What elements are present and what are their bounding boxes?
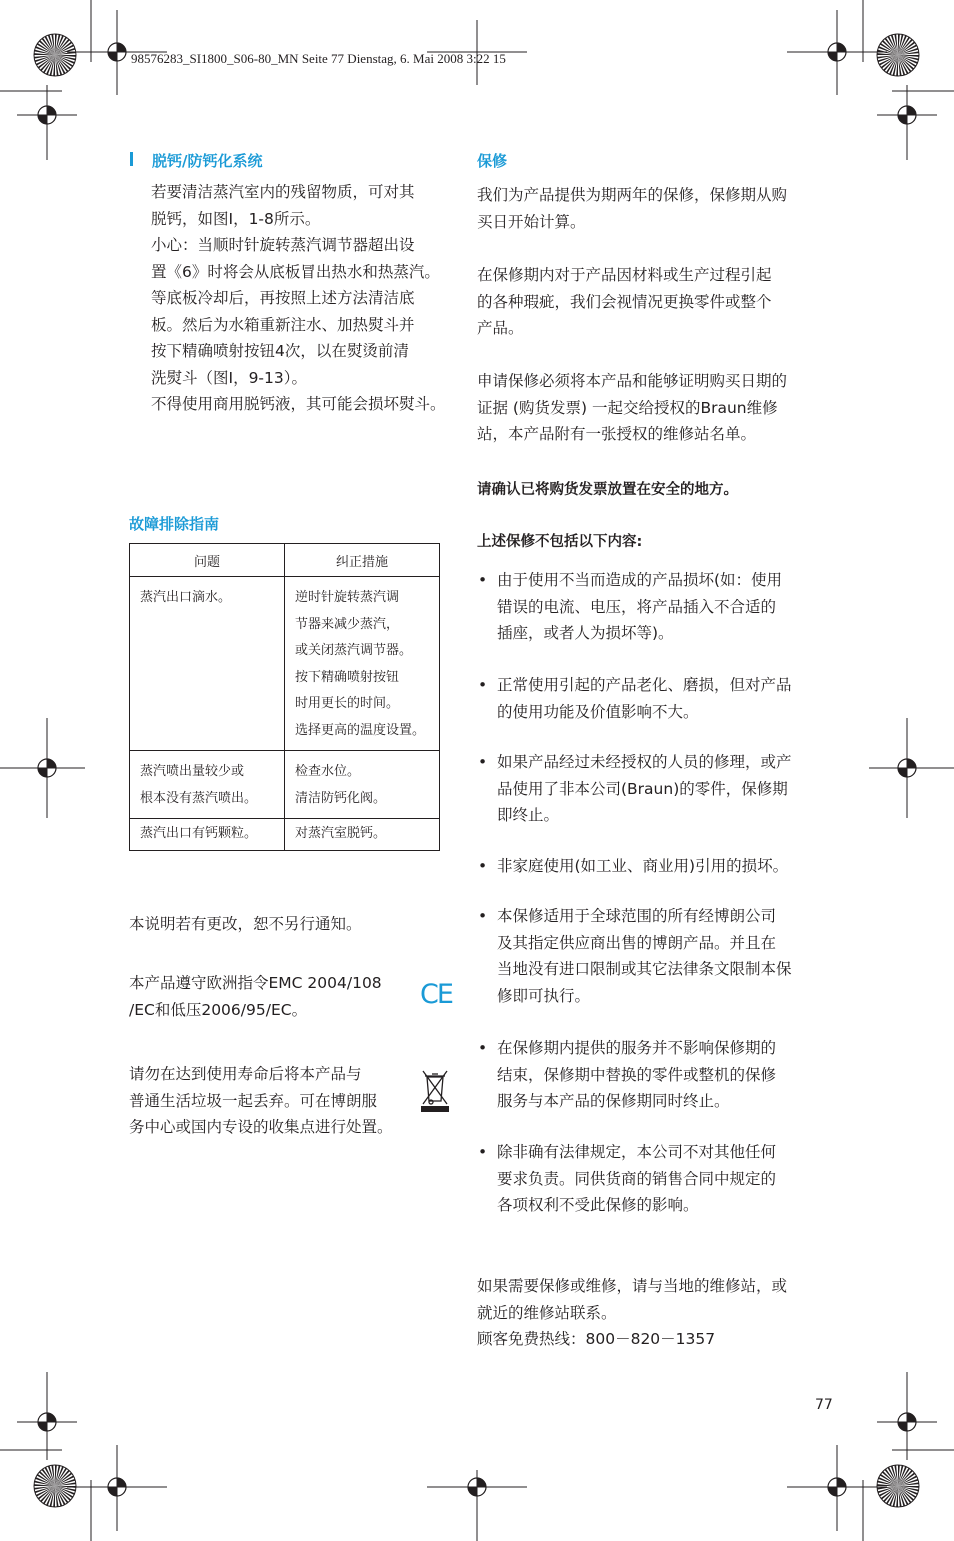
disposal-text [129,1061,393,1141]
column-header-remedy: 纠正措施 [285,544,440,577]
bullet-icon: • [478,1143,488,1161]
text-line: 由于使用不当而造成的产品损坏(如：使用 [497,571,783,589]
descaling-line: 按下精确喷射按钮4次，以在熨烫前清 [151,342,409,360]
text-line: 买日开始计算。 [477,212,586,231]
descaling-line: 若要清洁蒸汽室内的残留物质，可对其 [151,183,415,201]
text-line: 品使用了非本公司(Braun)的零件，保修期 [497,779,788,798]
cell-line: 节器来减少蒸汽， [295,616,400,632]
text-line: 服务与本产品的保修期同时终止。 [497,1092,730,1110]
exclusions-title: 上述保修不包括以下内容: [477,534,643,550]
text-line: 产品。 [477,319,524,337]
text-line: 除非确有法律规定，本公司不对其他任何 [497,1143,777,1161]
text-line: 插座，或者人为损坏等)。 [497,624,674,642]
descaling-line: 脱钙，如图I，1-8所示。 [151,209,321,228]
descaling-title: 脱钙/防钙化系统 [152,152,263,170]
text-line: 修即可执行。 [497,986,591,1005]
cell-line: 清洁防钙化阀。 [295,790,387,806]
text-line: 及其指定供应商出售的博朗产品。并且在 [497,933,777,952]
descaling-line: 小心：当顺时针旋转蒸汽调节器超出设 [151,236,415,254]
change-notice: 本说明若有更改，恕不另行通知。 [129,915,362,933]
contact-info [477,1273,787,1353]
text-line: 证据 (购货发票) 一起交给授权的Braun维修 [477,398,778,417]
descaling-line: 洗熨斗（图I，9-13）。 [151,368,307,387]
cell-line: 对蒸汽室脱钙。 [295,826,387,841]
cell-line: 时用更长的时间。 [295,696,400,711]
descaling-line: 置《6》时将会从底板冒出热水和热蒸汽。 [151,262,440,281]
disposal-line: 请勿在达到使用寿命后将本产品与 [129,1065,362,1083]
text-line: 的各种瑕疵，我们会视情况更换零件或整个 [477,292,772,311]
disposal-line: 普通生活垃圾一起丢弃。可在博朗服 [129,1091,378,1110]
ce-compliance-text [129,970,382,1023]
cell-line: 选择更高的温度设置。 [295,722,426,738]
descaling-line: 不得使用商用脱钙液，其可能会损坏熨斗。 [151,395,446,413]
table-header-row [130,544,440,577]
crossed-bin-icon [420,1068,450,1113]
text-line: 的使用功能及价值影响不大。 [497,702,699,721]
text-line: 站，本产品附有一张授权的维修站名单。 [477,425,757,443]
text-line: 在保修期内提供的服务并不影响保修期的 [497,1039,777,1057]
column-header-problem: 问题 [130,544,285,577]
problem-cell [130,819,285,851]
text-line: 我们为产品提供为期两年的保修，保修期从购 [477,186,788,204]
cell-line: 检查水位。 [295,764,361,779]
warranty-paragraph-2 [477,262,772,342]
print-header: 98576283_SI1800_S06-80_MN Seite 77 Dienstag, 6. Mai 2008 3:22 15 [131,51,506,66]
hotline-line: 顾客免费热线：800－820－1357 [477,1330,716,1348]
text-line: 在保修期内对于产品因材料或生产过程引起 [477,266,772,284]
text-line: 正常使用引起的产品老化、磨损，但对产品 [497,676,792,694]
keep-invoice-notice: 请确认已将购货发票放置在安全的地方。 [477,482,738,498]
warranty-paragraph-3 [477,368,787,448]
text-line: 申请保修必须将本产品和能够证明购买日期的 [477,372,788,390]
cell-line: 或关闭蒸汽调节器。 [295,643,413,658]
text-line: 要求负责。同供货商的销售合同中规定的 [497,1169,777,1188]
remedy-cell [285,819,440,851]
page-number: 77 [815,1397,833,1413]
text-line: 各项权利不受此保修的影响。 [497,1196,699,1214]
text-line: 结束，保修期中替换的零件或整机的保修 [497,1065,777,1084]
cell-line: 按下精确喷射按钮 [295,669,400,685]
table-row [130,819,440,851]
ce-line: 本产品遵守欧洲指令EMC 2004/108 [129,974,382,992]
cell-line: 蒸汽出口滴水。 [140,590,232,605]
cell-line: 逆时针旋转蒸汽调 [295,590,400,605]
descaling-line: 板。然后为水箱重新注水、加热熨斗并 [151,315,415,334]
descaling-line: 等底板冷却后，再按照上述方法清洁底 [151,289,415,307]
troubleshooting-title: 故障排除指南 [129,515,220,533]
descaling-text [151,179,446,418]
text-line: 就近的维修站联系。 [477,1303,617,1322]
bullet-icon: • [478,1039,488,1057]
table-row [130,577,440,751]
cell-line: 根本没有蒸汽喷出。 [140,790,258,806]
troubleshooting-table [129,543,440,851]
section-marker-bar [130,152,133,166]
problem-cell [130,577,285,751]
text-line: 当地没有进口限制或其它法律条文限制本保 [497,960,792,978]
bullet-icon: • [478,676,488,694]
text-line: 非家庭使用(如工业、商业用)引用的损坏。 [497,857,789,875]
text-line: 本保修适用于全球范围的所有经博朗公司 [497,907,777,925]
cell-line: 蒸汽出口有钙颗粒。 [140,826,258,841]
remedy-cell [285,577,440,751]
disposal-line: 务中心或国内专设的收集点进行处置。 [129,1118,393,1136]
text-line: 如果需要保修或维修，请与当地的维修站，或 [477,1277,788,1295]
bullet-icon: • [478,907,488,925]
bullet-icon: • [478,753,488,771]
bullet-icon: • [478,571,488,589]
ce-mark-icon: CE [420,979,452,1010]
text-line: 错误的电流、电压，将产品插入不合适的 [497,597,777,616]
table-row [130,751,440,819]
bullet-icon: • [478,857,488,875]
problem-cell [130,751,285,819]
cell-line: 蒸汽喷出量较少或 [140,764,245,779]
warranty-paragraph-1 [477,182,787,235]
ce-line: /EC和低压2006/95/EC。 [129,1000,308,1019]
remedy-cell [285,751,440,819]
text-line: 如果产品经过未经授权的人员的修理，或产 [497,753,792,771]
warranty-title: 保修 [477,152,508,170]
text-line: 即终止。 [497,806,560,824]
